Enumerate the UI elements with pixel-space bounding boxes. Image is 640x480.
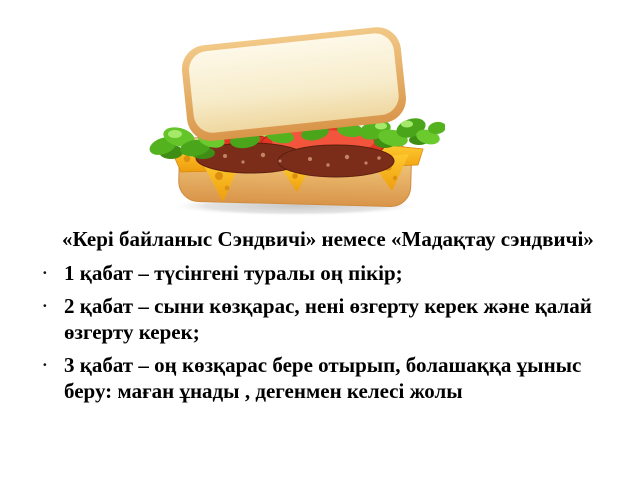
slide-title: «Кері байланыс Сэндвичі» немесе «Мадақтау сэндвичі» — [62, 227, 594, 251]
bullet-item-2 — [0, 293, 640, 345]
bullet-text-2: 2 қабат – сыни көзқарас, нені өзгерту керек және қалай өзгерту керек; — [64, 294, 592, 344]
sandwich-image — [145, 6, 445, 218]
slide-text-block — [0, 227, 640, 411]
sandwich-illustration — [145, 6, 445, 218]
bullet-marker-icon: · — [42, 263, 48, 282]
bullet-marker-icon: · — [42, 355, 48, 374]
bullet-marker-icon: · — [42, 296, 48, 315]
bullet-text-1: 1 қабат – түсінгені туралы оң пікір; — [64, 261, 403, 285]
bullet-item-3 — [0, 352, 640, 404]
bullet-text-3: 3 қабат – оң көзқарас бере отырып, болашаққа ұыныс беру: маған ұнады , дегенмен келесі жолы — [64, 353, 582, 403]
bullet-list — [0, 260, 640, 404]
bullet-item-1 — [0, 260, 640, 286]
